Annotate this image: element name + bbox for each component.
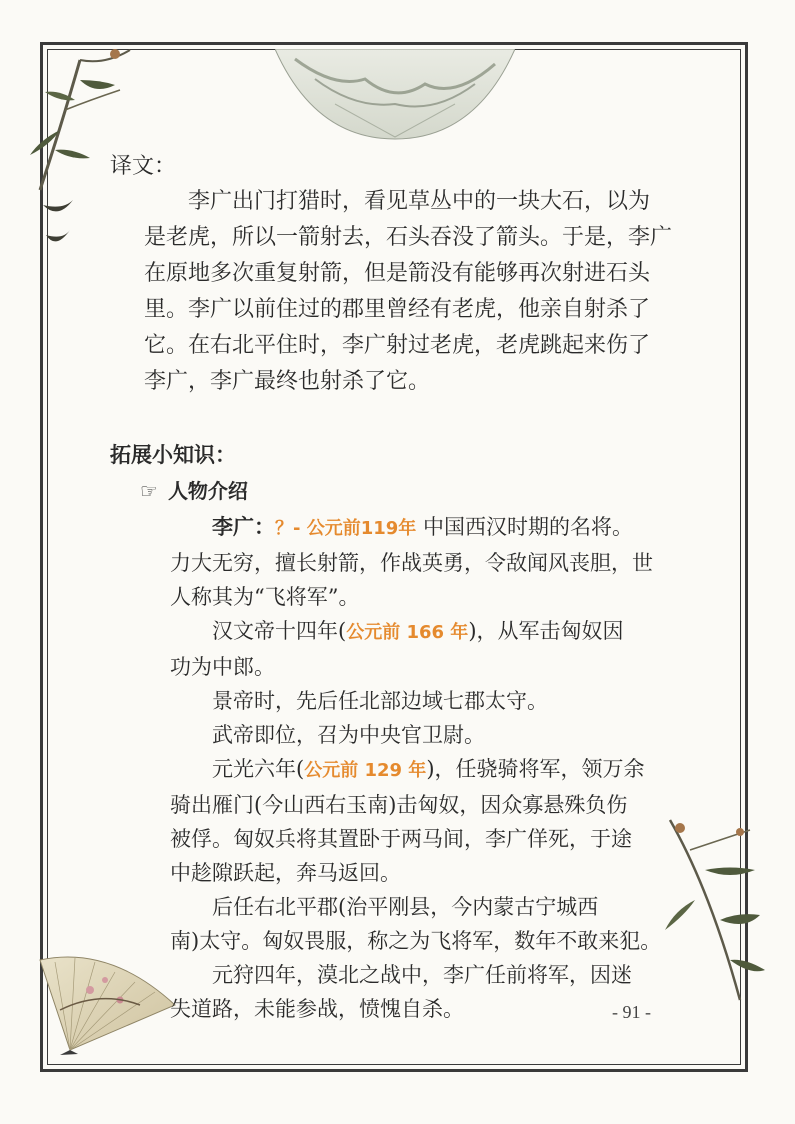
pointing-hand-icon: ☞: [140, 479, 158, 503]
translation-line: 李广出门打猎时，看见草丛中的一块大石，以为: [188, 189, 651, 214]
translation-line: 它。在右北平住时，李广射过老虎，老虎跳起来伤了: [144, 333, 651, 358]
bio-text: 汉文帝十四年(: [212, 619, 347, 643]
bio-line: 被俘。匈奴兵将其置卧于两马间，李广佯死，于途: [170, 827, 632, 851]
bio-line: 后任右北平郡(治平刚县，今内蒙古宁城西: [212, 895, 599, 919]
bio-line: [170, 510, 670, 546]
knowledge-heading: 拓展小知识：: [110, 443, 236, 467]
bio-text: )，从军击匈奴因: [468, 619, 624, 643]
translation-line: 是老虎，所以一箭射去，石头吞没了箭头。于是，李广: [144, 225, 673, 250]
bio-line: [170, 614, 670, 650]
bio-text: 元光六年(: [212, 757, 305, 781]
bio-line: 南)太守。匈奴畏服，称之为飞将军，数年不敢来犯。: [170, 929, 662, 953]
bio-date: 公元前 166 年: [346, 622, 469, 643]
biography: [110, 510, 670, 1026]
leaf-decoration-left: [38, 195, 78, 255]
translation-heading: 译文：: [110, 154, 177, 179]
bio-date: 公元前 129 年: [304, 760, 427, 781]
bio-line: 元狩四年，漠北之战中，李广任前将军，因迷: [212, 963, 632, 987]
person-name: 李广：: [212, 515, 275, 539]
bio-line: 武帝即位，召为中央官卫尉。: [212, 723, 485, 747]
bio-text: 中国西汉时期的名将。: [416, 515, 633, 539]
bio-line: 中趁隙跃起，奔马返回。: [170, 861, 401, 885]
page-number: - 91 -: [612, 1002, 651, 1022]
bio-line: 失道路，未能参战，愤愧自杀。: [170, 997, 464, 1021]
translation-line: 李广，李广最终也射杀了它。: [144, 369, 431, 394]
bio-line: 功为中郎。: [170, 655, 275, 679]
bio-line: 骑出雁门(今山西右玉南)击匈奴，因众寡悬殊负伤: [170, 793, 628, 817]
translation-paragraph: [110, 184, 690, 400]
main-content: [110, 150, 690, 1026]
bio-dates: ？- 公元前119年: [275, 518, 417, 539]
bio-text: )，任骁骑将军，领万余: [426, 757, 645, 781]
bio-line: 景帝时，先后任北部边域七郡太守。: [212, 689, 548, 713]
translation-line: 在原地多次重复射箭，但是箭没有能够再次射进石头: [144, 261, 651, 286]
bio-line: 力大无穷，擅长射箭，作战英勇，令敌闻风丧胆，世: [170, 551, 653, 575]
translation-line: 里。李广以前住过的郡里曾经有老虎，他亲自射杀了: [144, 297, 651, 322]
bio-line: 人称其为“飞将军”。: [170, 585, 360, 609]
bio-line: [170, 752, 670, 788]
person-intro-label: 人物介绍: [167, 479, 248, 503]
person-intro-heading: [110, 472, 690, 510]
fan-painting-top: [275, 49, 515, 141]
